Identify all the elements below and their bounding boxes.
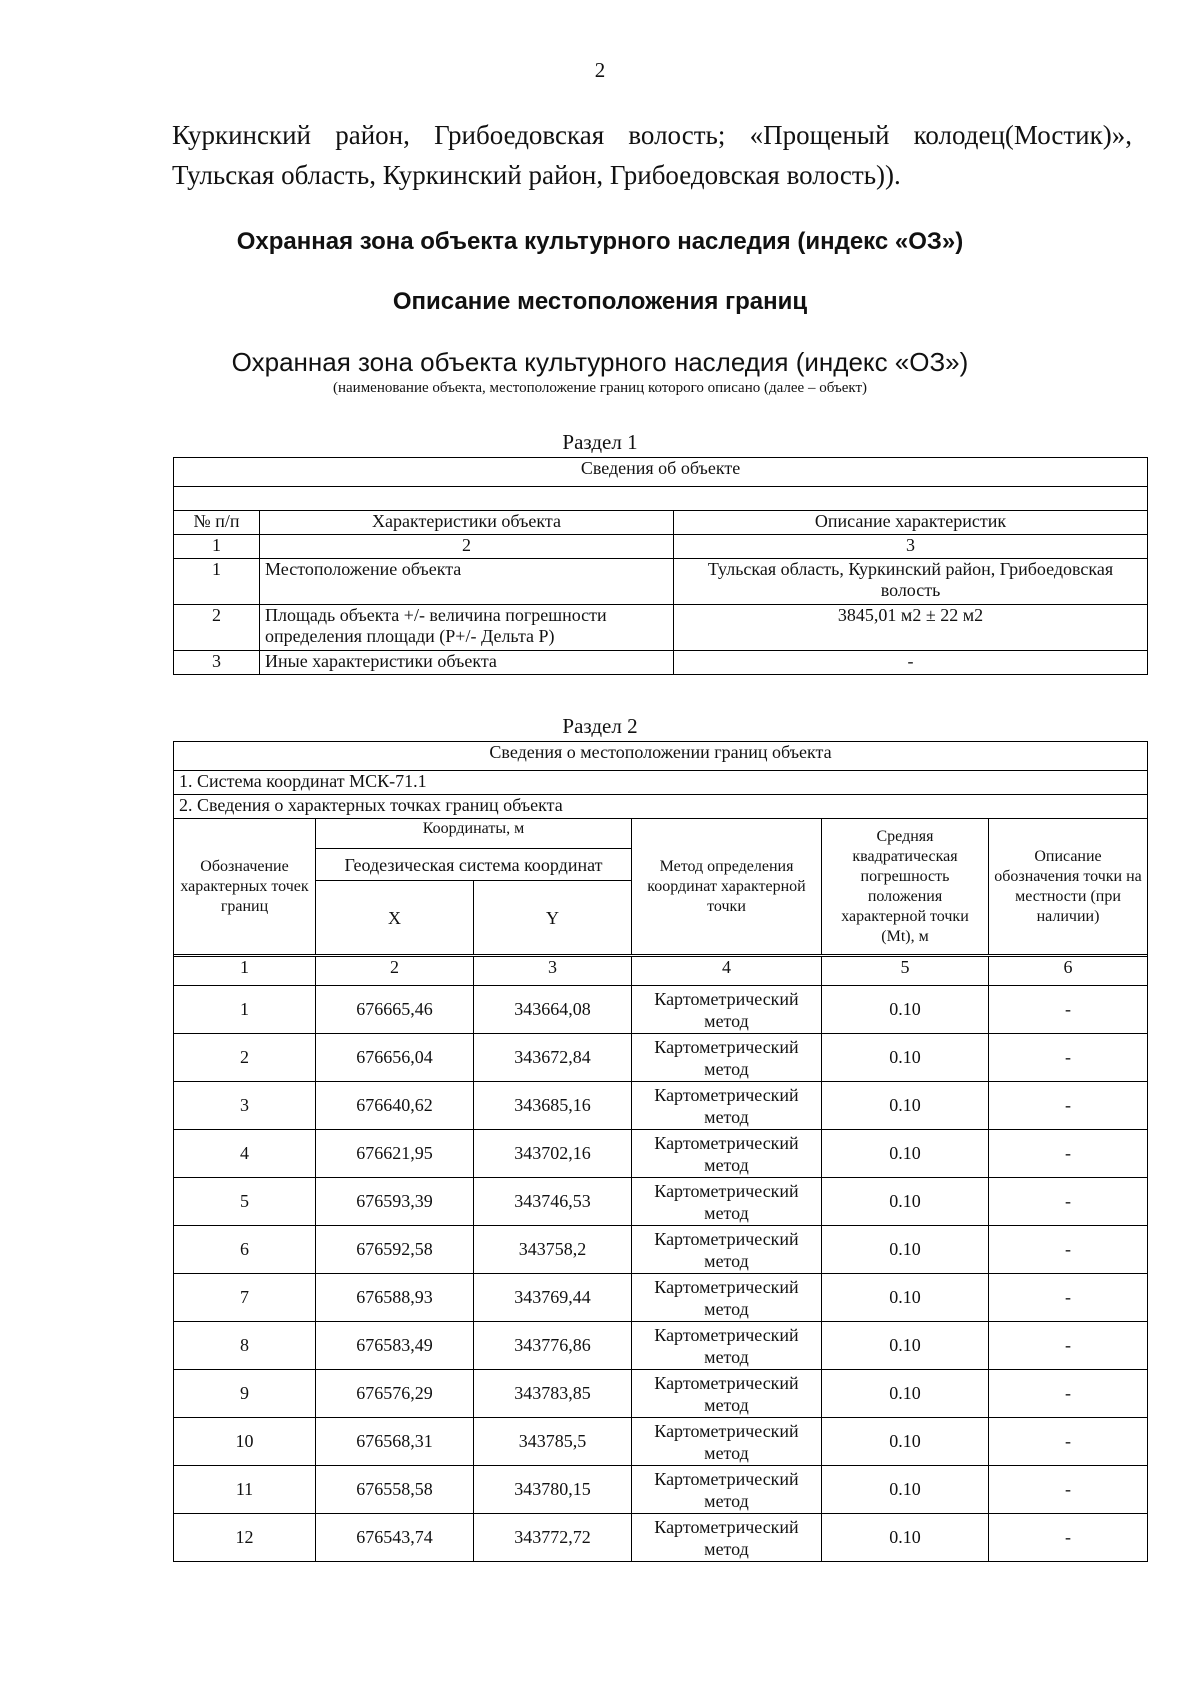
- method: Картометрический метод: [632, 1034, 822, 1082]
- mean-error: 0.10: [822, 1130, 989, 1178]
- row-value: 3845,01 м2 ± 22 м2: [674, 605, 1148, 651]
- header-description: Описание обозначения точки на местности (при наличии): [989, 819, 1148, 955]
- mean-error: 0.10: [822, 1514, 989, 1562]
- point-number: 6: [174, 1226, 316, 1274]
- coord-y: 343772,72: [474, 1514, 632, 1562]
- section-2-title: Сведения о местоположении границ объекта: [174, 742, 1148, 771]
- method: Картометрический метод: [632, 1466, 822, 1514]
- col-number: 2: [260, 535, 674, 559]
- method: Картометрический метод: [632, 1322, 822, 1370]
- row-number: 1: [174, 559, 260, 605]
- header-method: Метод определения координат характерной точки: [632, 819, 822, 955]
- point-description: -: [989, 1514, 1148, 1562]
- point-description: -: [989, 1034, 1148, 1082]
- coord-y: 343776,86: [474, 1322, 632, 1370]
- col-number: 4: [632, 957, 822, 986]
- points-info: 2. Сведения о характерных точках границ объекта: [174, 795, 1148, 819]
- point-number: 1: [174, 986, 316, 1034]
- row-number: 2: [174, 605, 260, 651]
- heading-zone: Охранная зона объекта культурного наследия (индекс «ОЗ»): [236, 228, 964, 255]
- header-y: Y: [474, 881, 632, 955]
- col-number: 2: [316, 957, 474, 986]
- row-characteristic: Иные характеристики объекта: [260, 651, 674, 675]
- point-number: 11: [174, 1466, 316, 1514]
- header-x: X: [316, 881, 474, 955]
- coord-x: 676543,74: [316, 1514, 474, 1562]
- point-description: -: [989, 986, 1148, 1034]
- coord-y: 343685,16: [474, 1082, 632, 1130]
- row-number: 3: [174, 651, 260, 675]
- table-row: [174, 986, 1148, 1034]
- object-name: Охранная зона объекта культурного наследия (индекс «ОЗ»): [231, 347, 969, 377]
- col-number: 1: [174, 957, 316, 986]
- coord-y: 343664,08: [474, 986, 632, 1034]
- empty-row: [174, 487, 1148, 511]
- section-1-title: Сведения об объекте: [174, 458, 1148, 487]
- point-description: -: [989, 1178, 1148, 1226]
- coord-x: 676576,29: [316, 1370, 474, 1418]
- table-row: [174, 1418, 1148, 1466]
- table-row: [174, 1466, 1148, 1514]
- mean-error: 0.10: [822, 1178, 989, 1226]
- point-description: -: [989, 1226, 1148, 1274]
- header-coords: Координаты, м: [316, 819, 632, 849]
- point-number: 9: [174, 1370, 316, 1418]
- point-number: 2: [174, 1034, 316, 1082]
- method: Картометрический метод: [632, 1082, 822, 1130]
- row-characteristic: Площадь объекта +/- величина погрешности определения площади (Р+/- Дельта Р): [260, 605, 674, 651]
- point-description: -: [989, 1418, 1148, 1466]
- point-description: -: [989, 1370, 1148, 1418]
- col-number: 3: [474, 957, 632, 986]
- mean-error: 0.10: [822, 1370, 989, 1418]
- table-row: [174, 1274, 1148, 1322]
- coord-x: 676621,95: [316, 1130, 474, 1178]
- point-description: -: [989, 1082, 1148, 1130]
- section-1-label: Раздел 1: [562, 430, 638, 454]
- mean-error: 0.10: [822, 1418, 989, 1466]
- point-number: 12: [174, 1514, 316, 1562]
- header-characteristic: Характеристики объекта: [260, 511, 674, 535]
- boundary-points-table: [173, 741, 1148, 1562]
- method: Картометрический метод: [632, 986, 822, 1034]
- mean-error: 0.10: [822, 1466, 989, 1514]
- table-row: [174, 605, 1148, 651]
- col-number: 3: [674, 535, 1148, 559]
- method: Картометрический метод: [632, 1226, 822, 1274]
- coord-x: 676583,49: [316, 1322, 474, 1370]
- row-value: -: [674, 651, 1148, 675]
- table-row: [174, 1226, 1148, 1274]
- header-designation: Обозначение характерных точек границ: [174, 819, 316, 955]
- point-number: 4: [174, 1130, 316, 1178]
- mean-error: 0.10: [822, 1034, 989, 1082]
- coord-system: 1. Система координат МСК-71.1: [174, 771, 1148, 795]
- section-2-label: Раздел 2: [562, 714, 638, 738]
- point-number: 5: [174, 1178, 316, 1226]
- table-row: [174, 1082, 1148, 1130]
- page-number: 2: [594, 58, 606, 82]
- table-row: [174, 1130, 1148, 1178]
- table-row: [174, 559, 1148, 605]
- coord-x: 676568,31: [316, 1418, 474, 1466]
- object-name-note: (наименование объекта, местоположение границ которого описано (далее – объект): [332, 380, 868, 396]
- coord-y: 343746,53: [474, 1178, 632, 1226]
- mean-error: 0.10: [822, 1322, 989, 1370]
- table-row: [174, 1370, 1148, 1418]
- mean-error: 0.10: [822, 1082, 989, 1130]
- coord-x: 676640,62: [316, 1082, 474, 1130]
- col-number: 5: [822, 957, 989, 986]
- col-number: 6: [989, 957, 1148, 986]
- point-number: 8: [174, 1322, 316, 1370]
- coord-x: 676558,58: [316, 1466, 474, 1514]
- method: Картометрический метод: [632, 1514, 822, 1562]
- point-description: -: [989, 1274, 1148, 1322]
- coord-x: 676588,93: [316, 1274, 474, 1322]
- header-description: Описание характеристик: [674, 511, 1148, 535]
- point-description: -: [989, 1322, 1148, 1370]
- coord-y: 343758,2: [474, 1226, 632, 1274]
- method: Картометрический метод: [632, 1274, 822, 1322]
- mean-error: 0.10: [822, 1226, 989, 1274]
- coord-y: 343672,84: [474, 1034, 632, 1082]
- header-geodetic: Геодезическая система координат: [316, 849, 632, 881]
- row-value: Тульская область, Куркинский район, Грибоедовская волость: [674, 559, 1148, 605]
- method: Картометрический метод: [632, 1418, 822, 1466]
- method: Картометрический метод: [632, 1178, 822, 1226]
- object-info-table: [173, 457, 1148, 675]
- mean-error: 0.10: [822, 1274, 989, 1322]
- coord-y: 343783,85: [474, 1370, 632, 1418]
- coord-y: 343769,44: [474, 1274, 632, 1322]
- table-row: [174, 1034, 1148, 1082]
- method: Картометрический метод: [632, 1370, 822, 1418]
- header-error: Средняя квадратическая погрешность положения характерной точки (Mt), м: [822, 819, 989, 955]
- header-number: № п/п: [174, 511, 260, 535]
- table-row: [174, 1514, 1148, 1562]
- coord-x: 676593,39: [316, 1178, 474, 1226]
- intro-line-1: Куркинский район, Грибоедовская волость; «Прощеный колодец(Мостик)»,: [172, 120, 1132, 150]
- table-row: [174, 1178, 1148, 1226]
- method: Картометрический метод: [632, 1130, 822, 1178]
- point-description: -: [989, 1130, 1148, 1178]
- coord-y: 343780,15: [474, 1466, 632, 1514]
- coord-y: 343702,16: [474, 1130, 632, 1178]
- table-row: [174, 651, 1148, 675]
- heading-boundaries: Описание местоположения границ: [392, 288, 808, 315]
- row-characteristic: Местоположение объекта: [260, 559, 674, 605]
- coord-x: 676665,46: [316, 986, 474, 1034]
- coord-y: 343785,5: [474, 1418, 632, 1466]
- point-description: -: [989, 1466, 1148, 1514]
- mean-error: 0.10: [822, 986, 989, 1034]
- coord-x: 676656,04: [316, 1034, 474, 1082]
- intro-line-2: Тульская область, Куркинский район, Грибоедовская волость)).: [172, 160, 901, 190]
- point-number: 3: [174, 1082, 316, 1130]
- coord-x: 676592,58: [316, 1226, 474, 1274]
- table-row: [174, 1322, 1148, 1370]
- col-number: 1: [174, 535, 260, 559]
- point-number: 7: [174, 1274, 316, 1322]
- point-number: 10: [174, 1418, 316, 1466]
